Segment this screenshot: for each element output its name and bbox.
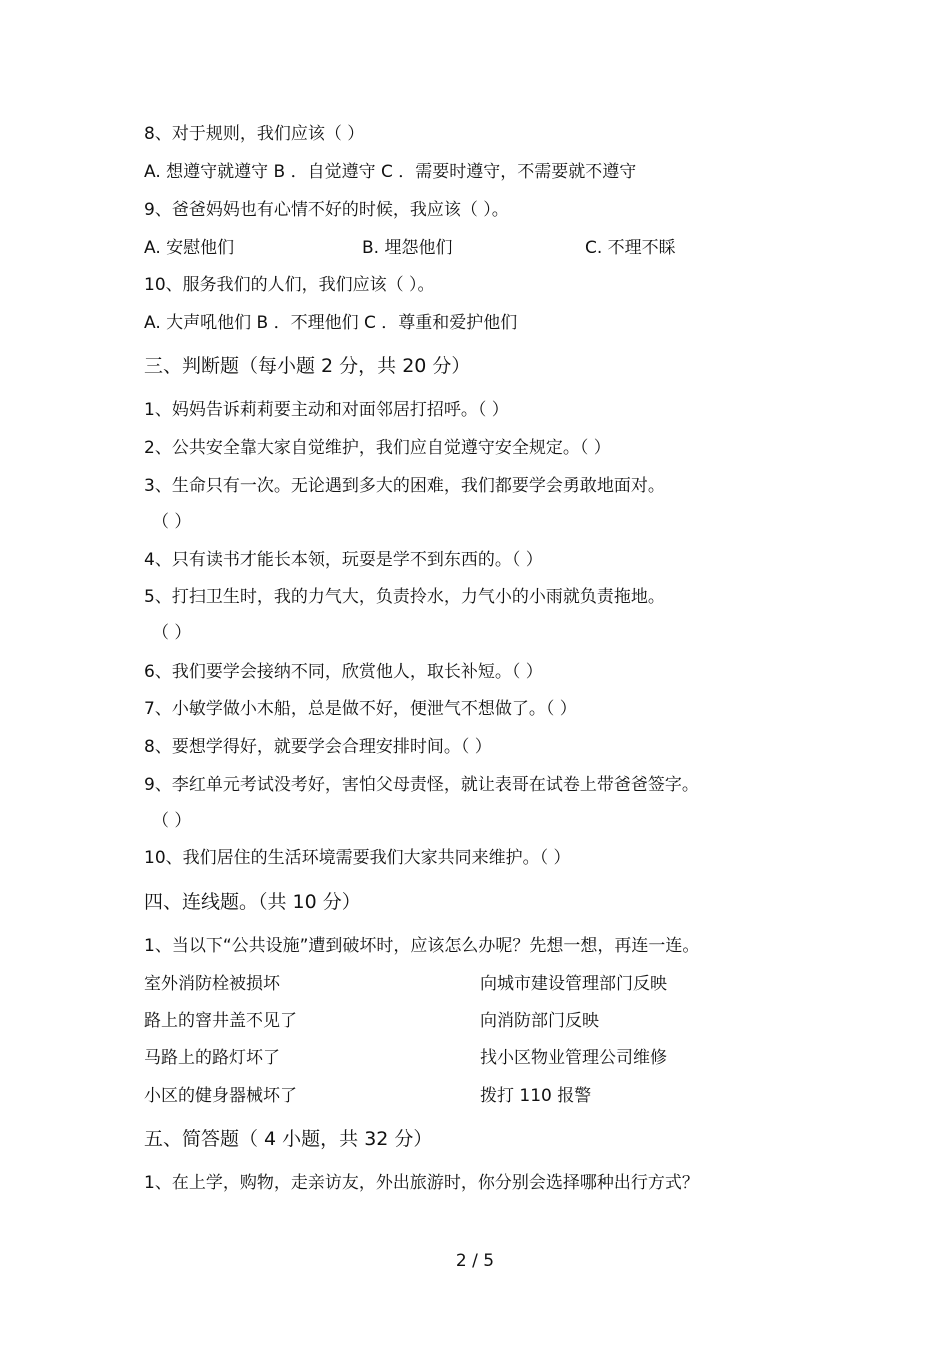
matching-left-item: 路上的窨井盖不见了 xyxy=(144,1011,297,1031)
question-8-options: A. 想遵守就遵守 B ．自觉遵守 C ．需要时遵守，不需要就不遵守 xyxy=(144,162,637,182)
matching-question: 1、当以下“公共设施”遭到破坏时，应该怎么办呢？先想一想，再连一连。 xyxy=(144,936,700,956)
judgement-item: 8、要想学得好，就要学会合理安排时间。（ ） xyxy=(144,737,492,757)
judgement-item: 5、打扫卫生时，我的力气大，负责拎水，力气小的小雨就负责拖地。 xyxy=(144,587,665,607)
page-number: 2 / 5 xyxy=(455,1251,495,1271)
judgement-item: 3、生命只有一次。无论遇到多大的困难，我们都要学会勇敢地面对。 xyxy=(144,476,665,496)
question-8-stem: 8、对于规则，我们应该（ ） xyxy=(144,124,365,144)
matching-left-item: 马路上的路灯坏了 xyxy=(144,1048,280,1068)
section-3-heading: 三、判断题（每小题 2 分，共 20 分） xyxy=(144,355,471,377)
short-answer-question: 1、在上学，购物，走亲访友，外出旅游时，你分别会选择哪种出行方式？ xyxy=(144,1173,699,1193)
judgement-item: 4、只有读书才能长本领，玩耍是学不到东西的。（ ） xyxy=(144,550,543,570)
judgement-answer-blank: （ ） xyxy=(152,623,192,643)
judgement-answer-blank: （ ） xyxy=(152,811,192,831)
question-10-options: A. 大声吼他们 B ．不理他们 C ．尊重和爱护他们 xyxy=(144,313,518,333)
question-9-stem: 9、爸爸妈妈也有心情不好的时候，我应该（ ）。 xyxy=(144,200,509,220)
question-10-stem: 10、服务我们的人们，我们应该（ ）。 xyxy=(144,275,435,295)
section-5-heading: 五、简答题（ 4 小题，共 32 分） xyxy=(144,1128,433,1150)
judgement-item: 7、小敏学做小木船，总是做不好，便泄气不想做了。（ ） xyxy=(144,699,577,719)
matching-right-item: 拨打 110 报警 xyxy=(480,1086,592,1106)
judgement-item: 10、我们居住的生活环境需要我们大家共同来维护。（ ） xyxy=(144,848,571,868)
question-9-option-a: A. 安慰他们 xyxy=(144,238,235,258)
judgement-answer-blank: （ ） xyxy=(152,512,192,532)
judgement-item: 2、公共安全靠大家自觉维护，我们应自觉遵守安全规定。（ ） xyxy=(144,438,611,458)
section-4-heading: 四、连线题。（共 10 分） xyxy=(144,891,361,913)
question-9-option-c: C. 不理不睬 xyxy=(585,238,676,258)
matching-right-item: 向消防部门反映 xyxy=(480,1011,599,1031)
matching-right-item: 向城市建设管理部门反映 xyxy=(480,974,667,994)
judgement-item: 6、我们要学会接纳不同，欣赏他人，取长补短。（ ） xyxy=(144,662,543,682)
matching-right-item: 找小区物业管理公司维修 xyxy=(480,1048,667,1068)
question-9-option-b: B. 埋怨他们 xyxy=(362,238,453,258)
judgement-item: 1、妈妈告诉莉莉要主动和对面邻居打招呼。（ ） xyxy=(144,400,509,420)
judgement-item: 9、李红单元考试没考好，害怕父母责怪，就让表哥在试卷上带爸爸签字。 xyxy=(144,775,699,795)
matching-left-item: 小区的健身器械坏了 xyxy=(144,1086,297,1106)
matching-left-item: 室外消防栓被损坏 xyxy=(144,974,280,994)
